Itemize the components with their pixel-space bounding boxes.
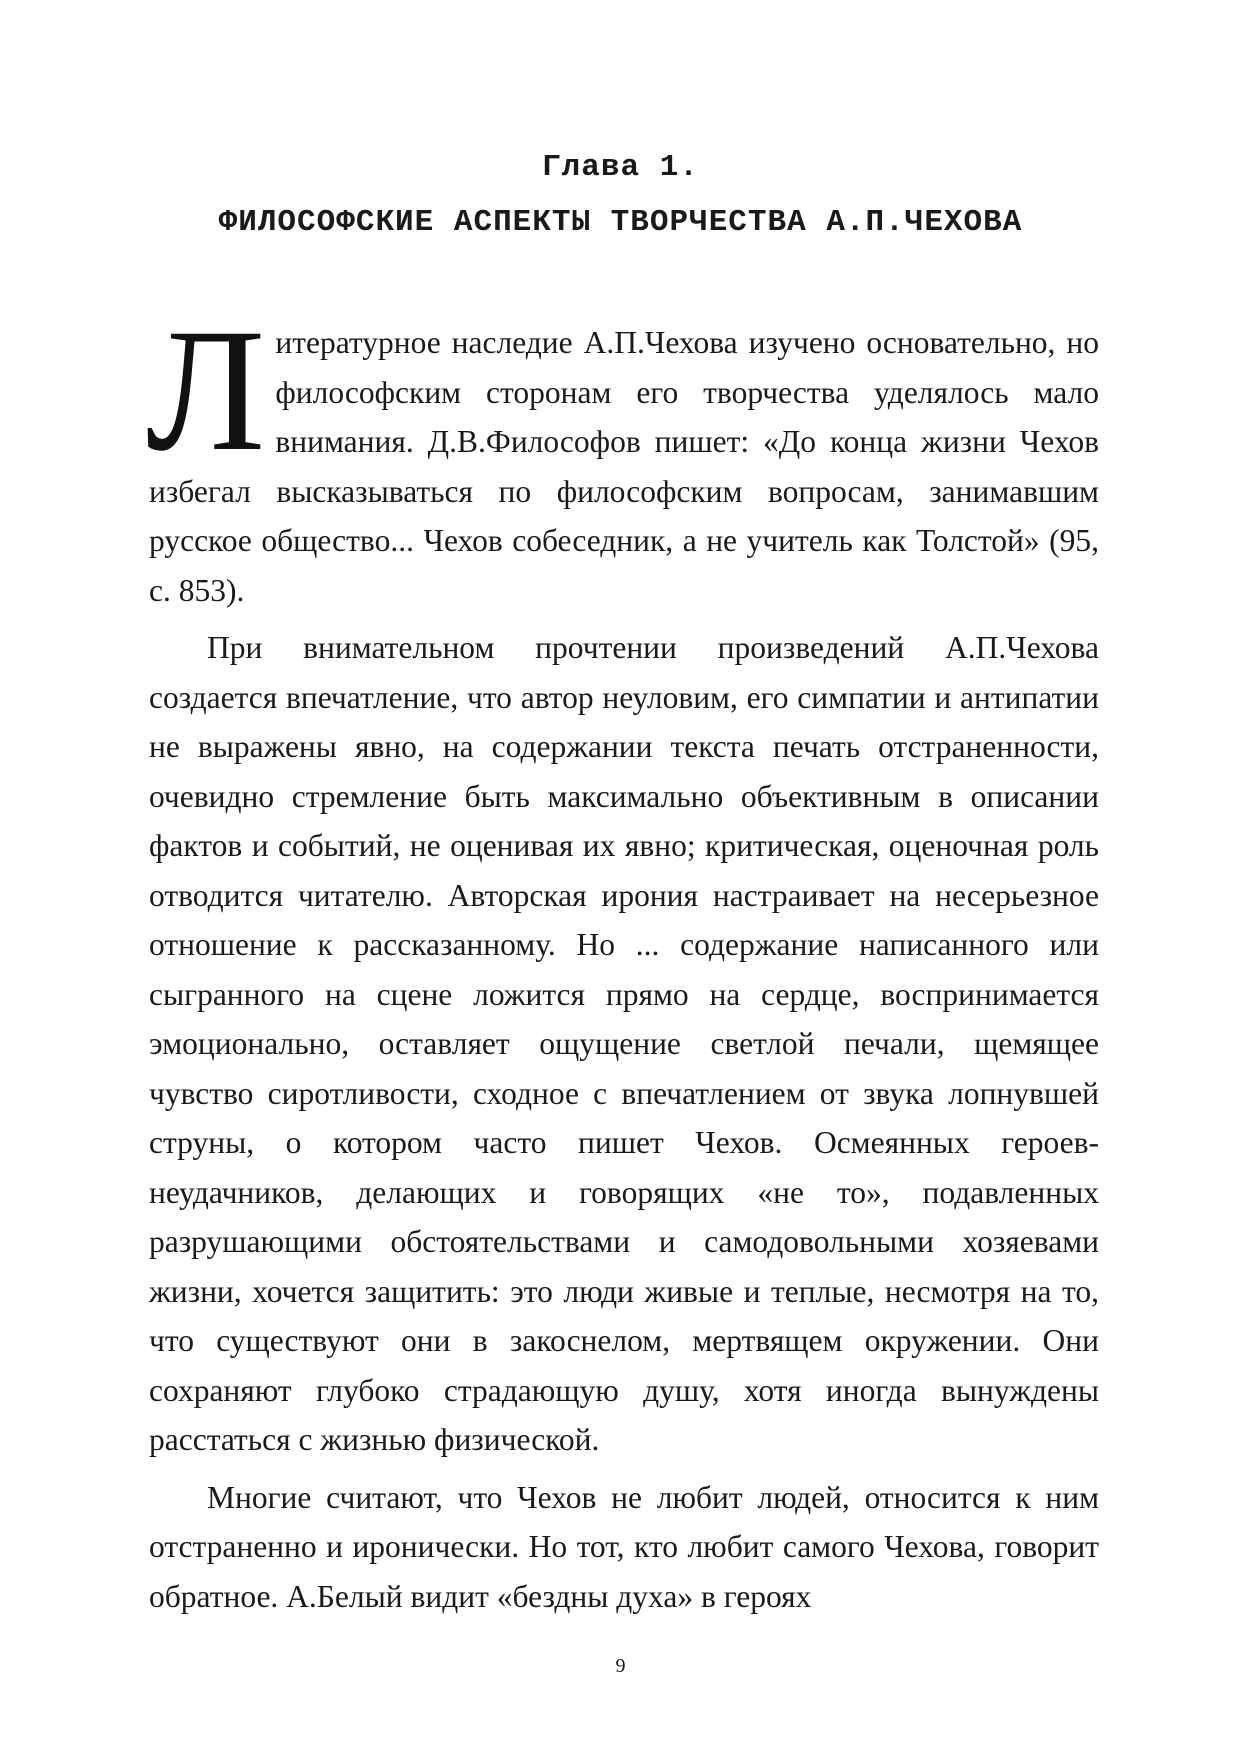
body-text xyxy=(146,293,1099,1629)
chapter-title: ФИЛОСОФСКИЕ АСПЕКТЫ ТВОРЧЕСТВА А.П.ЧЕХОВА xyxy=(218,205,1023,240)
paragraph-2: При внимательном прочтении произведений А.П.Чехова создается впечатление, что автор неуловим, его симпатии и антипатии не выражены явно, на содержании текста печать отстраненности, очевидно стремление быть максимально объективным в описании фактов и событий, не оценивая их явно; критическая, оценочная роль отводится читателю. Авторская ирония настраивает на несерьезное отношение к рассказанному. Но ... содержание написанного или сыгранного на сцене ложится прямо на сердце, воспринимается эмоционально, оставляет ощущение светлой печали, щемящее чувство сиротливости, сходное с впечатлением от звука лопнувшей струны, о котором часто пишет Чехов. Осмеянных героев-неудачников, делающих и говорящих «не то», подавленных разрушающими обстоятельствами и самодовольными хозяевами жизни, хочется защитить: это люди живые и теплые, несмотря на то, что существуют они в закоснелом, мертвящем окружении. Они сохраняют глубоко страдающую душу, хотя иногда вынуждены расстаться с жизнью физической. xyxy=(149,630,1099,1457)
paragraph-1-text: итературное наследие А.П.Чехова изучено основательно, но философским сторонам его творчества уделялось мало внимания. Д.В.Философов пишет: «До конца жизни Чехов избегал высказываться по философским вопросам, занимавшим русское общество... Чехов собеседник, а не учитель как Толстой» (95, с. 853). xyxy=(149,325,1099,608)
drop-cap-letter: Л xyxy=(146,293,266,488)
paragraph-3: Многие считают, что Чехов не любит людей, относится к ним отстраненно и иронически. Но тот, кто любит самого Чехова, говорит обратное. А.Белый видит «бездны духа» в героях xyxy=(149,1479,1099,1614)
page-number: 9 xyxy=(615,1655,626,1677)
chapter-number: Глава 1. xyxy=(542,150,699,185)
paragraph-1 xyxy=(146,293,1099,615)
